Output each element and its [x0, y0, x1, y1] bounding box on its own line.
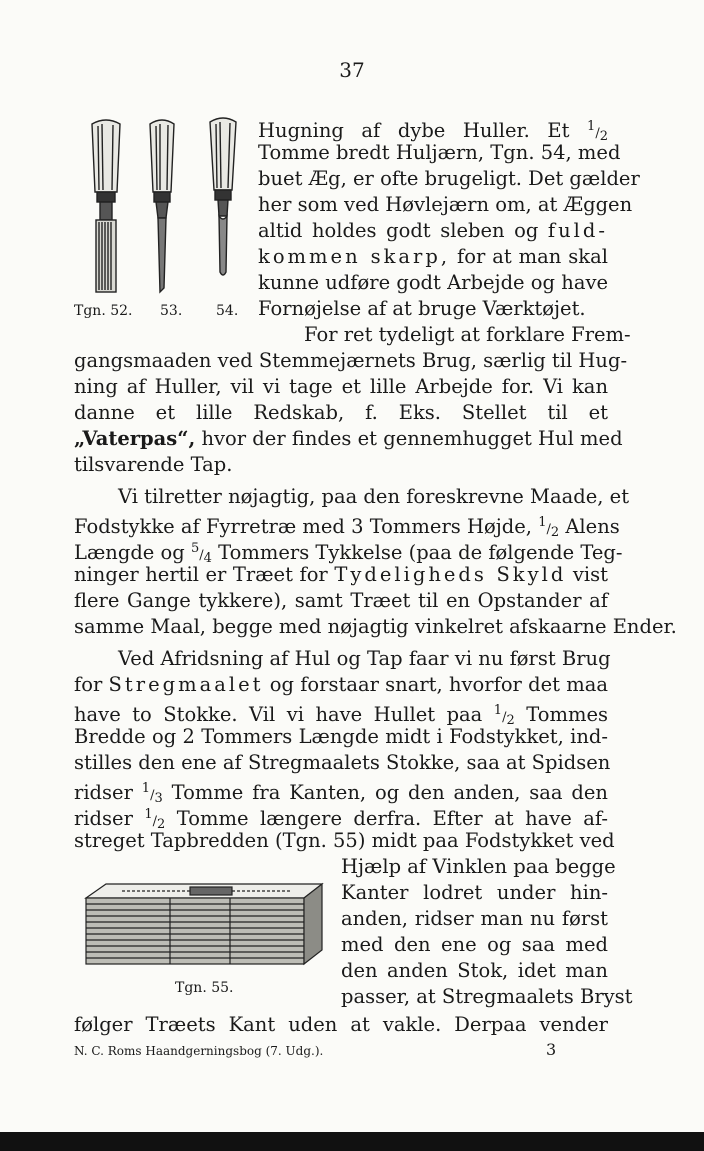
footer-title: N. C. Roms Haandgerningsbog (7. Udg.). — [74, 1044, 324, 1058]
text-line: Fodstykke af Fyrretræ med 3 Tommers Højde, $^1/_2$ Alens — [74, 515, 620, 540]
text-line: for Stregmaalet og forstaar snart, hvorfor det maa — [74, 673, 608, 696]
text-line: altid holdes godt sleben og fuld- — [258, 219, 608, 242]
chisel-52-drawing — [92, 120, 120, 292]
tenon-block-illustration — [82, 880, 330, 970]
text-line: den anden Stok, idet man — [341, 959, 608, 982]
text-line: gangsmaaden ved Stemmejærnets Brug, særlig til Hug- — [74, 349, 628, 372]
text-line: Længde og $^5/_4$ Tommers Tykkelse (paa de følgende Teg- — [74, 541, 623, 566]
text-line: kunne udføre godt Arbejde og have — [258, 271, 608, 294]
text-line: ridser $^1/_2$ Tomme længere derfra. Efter at have af- — [74, 807, 609, 832]
text-line: samme Maal, begge med nøjagtig vinkelret afskaarne Ender. — [74, 615, 677, 638]
text-line: passer, at Stregmaalets Bryst — [341, 985, 633, 1008]
text-line: tilsvarende Tap. — [74, 453, 233, 476]
figure-caption-54: 54. — [216, 303, 239, 319]
text-line: følger Træets Kant uden at vakle. Derpaa vender — [74, 1013, 608, 1036]
text-line: ning af Huller, vil vi tage et lille Arbejde for. Vi kan — [74, 375, 608, 398]
text-line: For ret tydeligt at forklare Frem- — [304, 323, 631, 346]
text-line: Ved Afridsning af Hul og Tap faar vi nu først Brug — [118, 647, 611, 670]
text-line: streget Tapbredden (Tgn. 55) midt paa Fodstykket ved — [74, 829, 615, 852]
chisel-illustrations — [82, 112, 252, 302]
text-line: ridser $^1/_3$ Tomme fra Kanten, og den anden, saa den — [74, 781, 608, 806]
text-line: Vi tilretter nøjagtig, paa den foreskrevne Maade, et — [118, 485, 630, 508]
text-line: anden, ridser man nu først — [341, 907, 608, 930]
text-line: stilles den ene af Stregmaalets Stokke, saa at Spidsen — [74, 751, 611, 774]
figure-caption-53: 53. — [160, 303, 183, 319]
chisel-53-drawing — [150, 120, 174, 292]
text-line: Bredde og 2 Tommers Længde midt i Fodstykket, ind- — [74, 725, 608, 748]
text-line: Kanter lodret under hin- — [341, 881, 608, 904]
signature-mark: 3 — [546, 1040, 557, 1059]
text-line: kommen skarp, for at man skal — [258, 245, 608, 268]
page-number: 37 — [339, 58, 365, 82]
text-line: Fornøjelse af at bruge Værktøjet. — [258, 297, 586, 320]
text-line: ninger hertil er Træet for Tydeligheds Skyld vist — [74, 563, 609, 586]
figure-caption-55: Tgn. 55. — [175, 980, 234, 996]
text-line: danne et lille Redskab, f. Eks. Stellet til et — [74, 401, 608, 424]
text-line: med den ene og saa med — [341, 933, 608, 956]
chisel-54-drawing — [210, 118, 236, 275]
text-line: Hjælp af Vinklen paa begge — [341, 855, 616, 878]
text-line: „Vaterpas“, hvor der findes et gennemhugget Hul med — [74, 427, 623, 450]
scan-border — [0, 1132, 704, 1151]
text-line: Hugning af dybe Huller. Et $^1/_2$ — [258, 119, 608, 144]
text-line: her som ved Høvlejærn om, at Æggen — [258, 193, 633, 216]
figure-caption-52: Tgn. 52. — [74, 303, 133, 319]
text-line: Tomme bredt Huljærn, Tgn. 54, med — [258, 141, 621, 164]
text-line: flere Gange tykkere), samt Træet til en Opstander af — [74, 589, 608, 612]
text-line: buet Æg, er ofte brugeligt. Det gælder — [258, 167, 640, 190]
text-line: have to Stokke. Vil vi have Hullet paa $^1/_2$ Tommes — [74, 703, 608, 728]
